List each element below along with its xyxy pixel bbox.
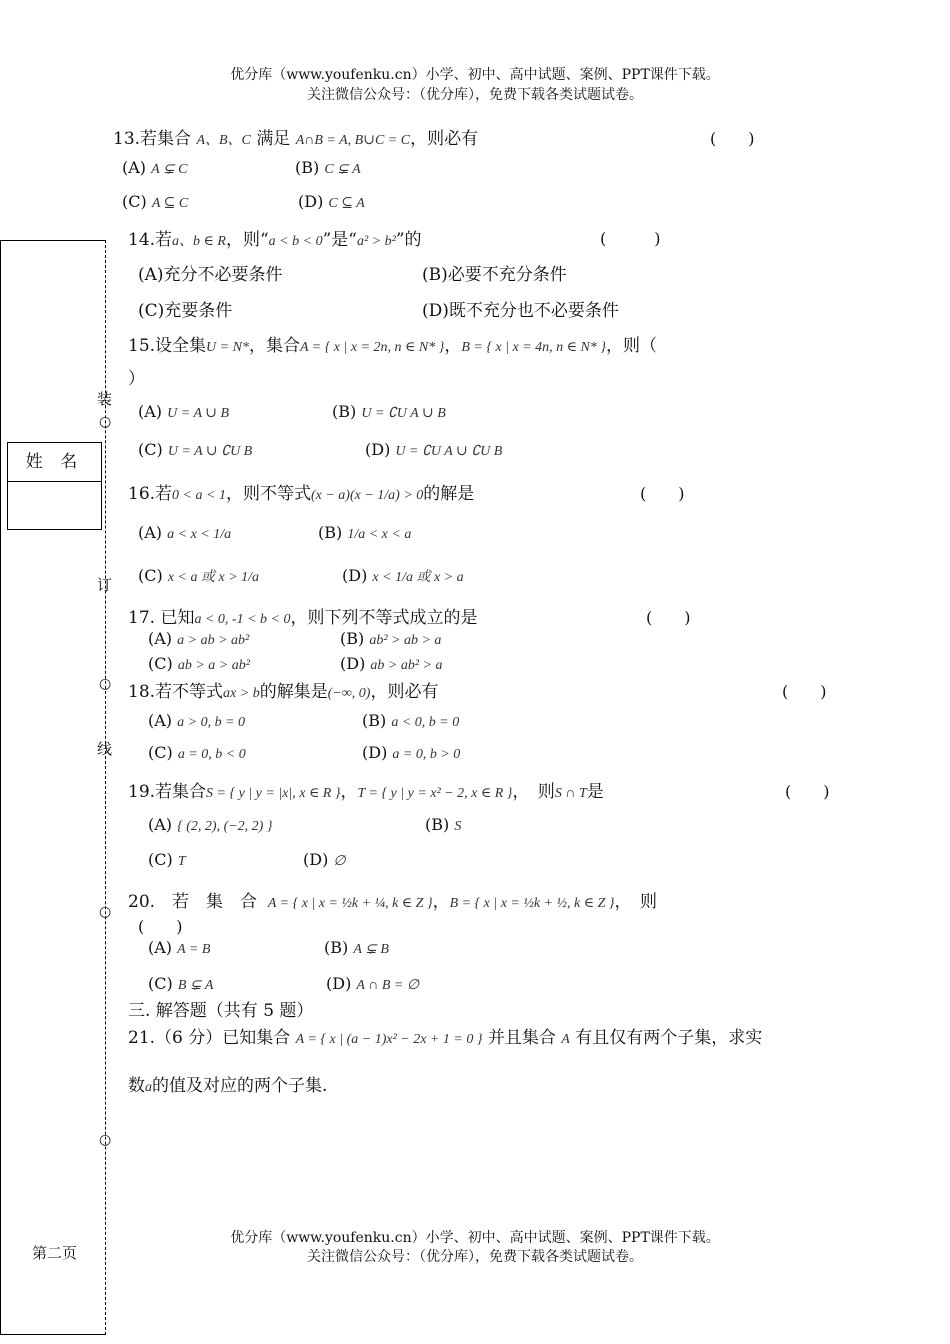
q17-option-a: (A) a > ab > ab² [148, 629, 250, 648]
question-19: 19.若集合S = { y | y = |x|, x ∈ R }，T = { y | y = x² − 2, x ∈ R }， 则S ∩ T是 [128, 782, 604, 802]
binding-zhuang: 装 [97, 390, 113, 408]
q14-option-a: (A)充分不必要条件 [138, 265, 283, 285]
q19-option-b: (B) S [425, 815, 462, 834]
page-number-label: 第二页 [32, 1244, 78, 1262]
q20-option-b: (B) A ⊊ B [324, 938, 389, 957]
q20-option-d: (D) A ∩ B = ∅ [326, 974, 420, 993]
binding-ding: 订 [97, 576, 113, 594]
binding-circle: ○ [99, 1132, 112, 1148]
binding-xian: 线 [97, 740, 113, 758]
q13-sets: A、B、C [196, 133, 251, 148]
student-name-box [7, 442, 102, 530]
header-line-1: 优分库（www.youfenku.cn）小学、初中、高中试题、案例、PPT课件下载。 [230, 67, 720, 83]
question-21-line-2: 数a的值及对应的两个子集. [128, 1076, 328, 1096]
question-20: 20. 若 集 合 A = { x | x = ½k + ¼, k ∈ Z }，B = { x | x = ½k + ½, k ∈ Z }， 则 [128, 892, 658, 912]
q15-option-c: (C) U = A ∪ ∁U B [138, 440, 253, 459]
q17-option-c: (C) ab > a > ab² [148, 654, 250, 673]
q17-answer-bracket: ( ) [646, 608, 691, 627]
q20-option-a: (A) A = B [148, 938, 211, 957]
q17-option-b: (B) ab² > ab > a [340, 629, 442, 648]
q19-option-c: (C) T [148, 850, 186, 869]
q13-tail: ，则必有 [410, 129, 479, 149]
q13-mid: 满足 [256, 129, 291, 149]
q15-stem-close: ） [128, 369, 145, 389]
q18-option-a: (A) a > 0, b = 0 [148, 711, 246, 730]
q16-option-d: (D) x < 1/a 或 x > a [342, 566, 464, 585]
q13-answer-bracket: ( ) [710, 129, 755, 148]
question-13 [113, 124, 478, 149]
q19-option-a: (A) { (2, 2), (−2, 2) } [148, 815, 273, 834]
q16-option-b: (B) 1/a < x < a [318, 523, 412, 542]
q14-answer-bracket: ( ) [600, 229, 661, 248]
q13-condition: A∩B = A, B∪C = C [295, 133, 411, 148]
question-15: 15.设全集U = N*，集合A = { x | x = 2n, n ∈ N* }，B = { x | x = 4n, n ∈ N* }，则（ [128, 336, 657, 356]
student-name-label: 姓 名 [8, 443, 101, 482]
question-21: 21.（6 分）已知集合 A = { x | (a − 1)x² − 2x + 1 = 0 } 并且集合 A 有且仅有两个子集，求实 [128, 1028, 763, 1048]
question-16: 16.若0 < a < 1，则不等式(x − a)(x − 1/a) > 0的解是 [128, 484, 475, 504]
q16-answer-bracket: ( ) [640, 484, 685, 503]
q14-option-d: (D)既不充分也不必要条件 [422, 301, 619, 321]
q20-option-c: (C) B ⊊ A [148, 974, 214, 993]
q19-answer-bracket: ( ) [785, 782, 830, 801]
q16-option-c: (C) x < a 或 x > 1/a [138, 566, 260, 585]
question-14: 14.若a、b ∈ R，则“a < b < 0”是“a² > b²”的 [128, 230, 422, 250]
footer-line-2: 关注微信公众号：（优分库），免费下载各类试题试卷。 [307, 1249, 643, 1265]
q18-option-c: (C) a = 0, b < 0 [148, 743, 246, 762]
header-line-2: 关注微信公众号：（优分库），免费下载各类试题试卷。 [307, 87, 643, 103]
question-17: 17. 已知a < 0, -1 < b < 0，则下列不等式成立的是 [128, 608, 478, 628]
q14-option-b: (B)必要不充分条件 [422, 265, 567, 285]
binding-top-rule [0, 240, 106, 241]
binding-circle: ○ [99, 676, 112, 692]
q15-option-a: (A) U = A ∪ B [138, 402, 230, 421]
q14-option-c: (C)充要条件 [138, 301, 233, 321]
q16-option-a: (A) a < x < 1/a [138, 523, 232, 542]
binding-circle: ○ [99, 904, 112, 920]
binding-circle: ○ [99, 414, 112, 430]
q13-option-b: (B) C ⊊ A [295, 158, 361, 177]
q18-answer-bracket: ( ) [782, 682, 827, 701]
q13-option-d: (D) C ⊆ A [298, 192, 365, 211]
question-18: 18.若不等式ax > b的解集是(−∞, 0)，则必有 [128, 682, 439, 702]
section-3-title: 三. 解答题（共有 5 题） [128, 1001, 314, 1021]
q13-option-c: (C) A ⊆ C [122, 192, 189, 211]
q18-option-b: (B) a < 0, b = 0 [362, 711, 460, 730]
q15-option-b: (B) U = ∁U A ∪ B [332, 402, 446, 421]
q17-option-d: (D) ab > ab² > a [340, 654, 443, 673]
q13-stem: 13.若集合 [113, 129, 192, 149]
q15-option-d: (D) U = ∁U A ∪ ∁U B [365, 440, 503, 459]
binding-left-rule [0, 240, 1, 1335]
q20-answer-bracket: ( ) [138, 917, 183, 936]
binding-bottom-rule [0, 1334, 106, 1335]
q18-option-d: (D) a = 0, b > 0 [362, 743, 461, 762]
footer-line-1: 优分库（www.youfenku.cn）小学、初中、高中试题、案例、PPT课件下载。 [230, 1230, 720, 1246]
q19-option-d: (D) ∅ [303, 850, 346, 869]
q13-option-a: (A) A ⊊ C [122, 158, 188, 177]
